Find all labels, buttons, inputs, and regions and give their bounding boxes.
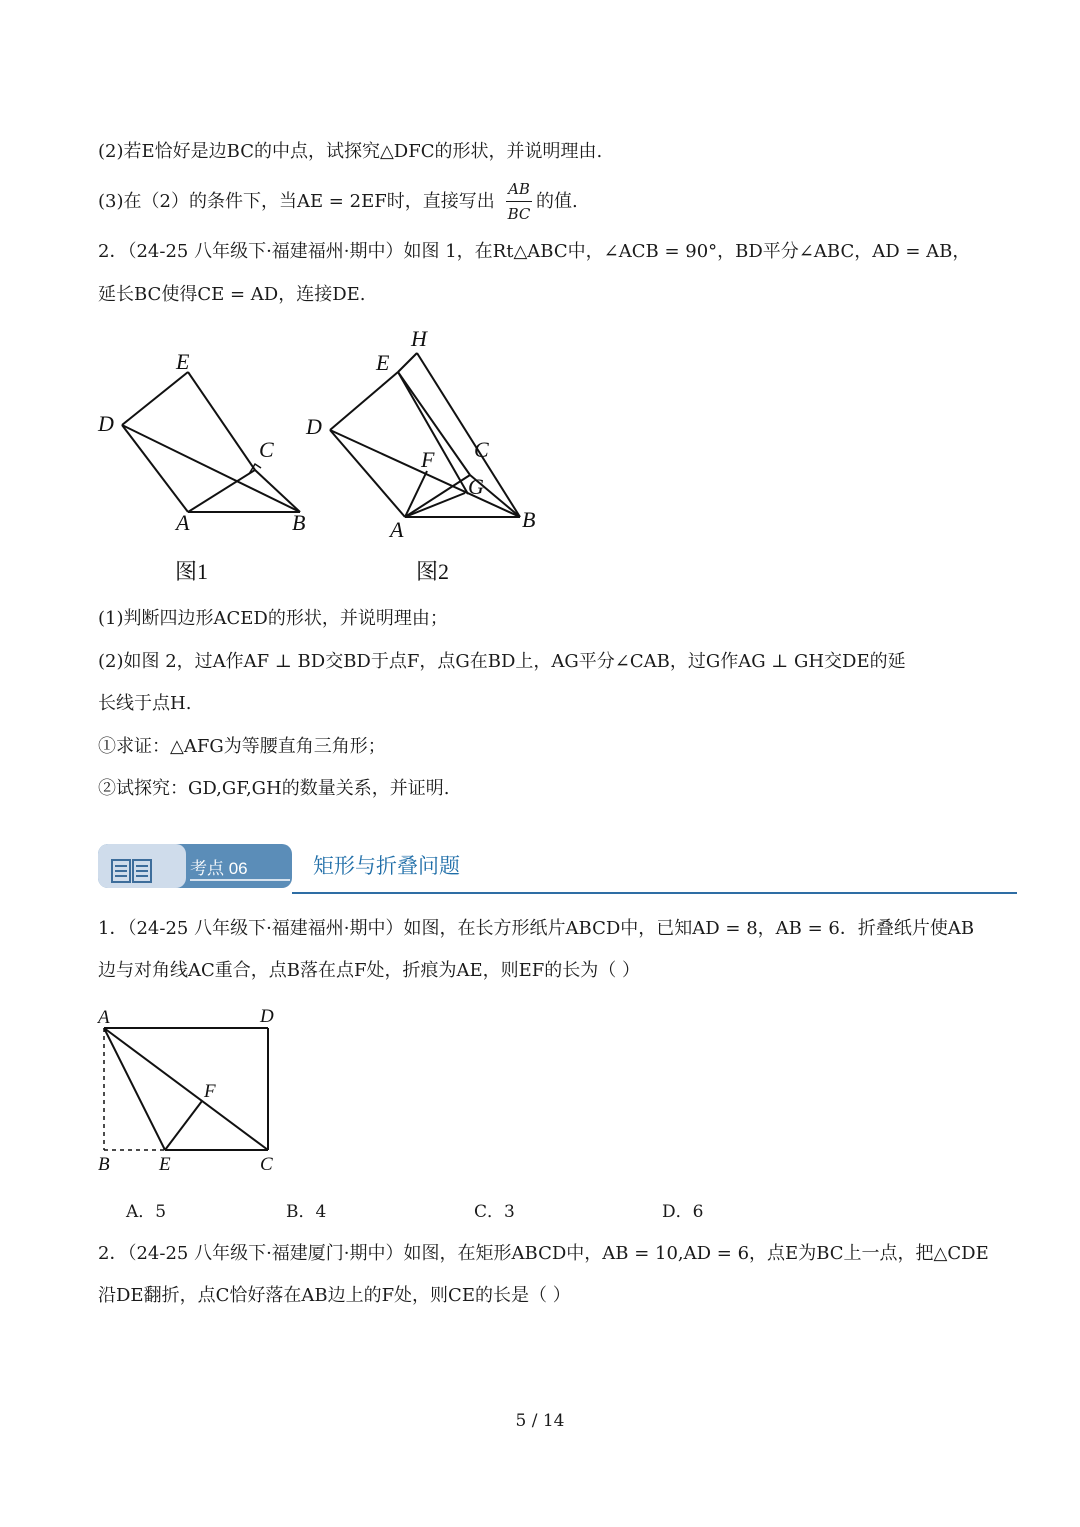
q1-option-b: B．4 (286, 1202, 327, 1222)
fraction-denominator: BC (507, 205, 531, 223)
figure-2 (330, 353, 520, 517)
subquestion-2-text: (2)若E恰好是边BC的中点，试探究△DFC的形状，并说明理由. (98, 141, 603, 162)
question-1-line2: 边与对角线AC重合，点B落在点F处，折痕为AE，则EF的长为（ ） (98, 960, 640, 981)
fig1-label-C: C (259, 437, 274, 462)
fig2-label-G: G (468, 474, 484, 499)
page-number: 5 / 14 (515, 1411, 565, 1431)
fig1-label-D: D (98, 411, 114, 436)
section-label: 考点 06 (190, 859, 248, 878)
fig2-label-E: E (376, 350, 390, 375)
q1-label-E: E (159, 1154, 171, 1175)
problem-2-sub1: (1)判断四边形ACED的形状，并说明理由； (98, 608, 448, 629)
q1-label-F: F (204, 1081, 216, 1102)
question-1-line1: 1．（24-25 八年级下·福建福州·期中）如图，在长方形纸片ABCD中，已知AD = 8，AB = 6．折叠纸片使AB (98, 918, 975, 939)
problem-2-figures (0, 320, 600, 600)
subquestion-3-suffix: 的值. (536, 191, 578, 212)
fig2-label-H: H (411, 326, 427, 351)
fig2-label-B: B (522, 507, 536, 532)
problem-2-circle2: ②试探究：GD,GF,GH的数量关系，并证明. (98, 778, 450, 799)
subquestion-3-prefix: (3)在（2）的条件下，当AE = 2EF时，直接写出 (98, 191, 495, 212)
problem-2-sub2-line1: (2)如图 2，过A作AF ⊥ BD交BD于点F，点G在BD上，AG平分∠CAB，过G作AG ⊥ GH交DE的延 (98, 651, 906, 672)
problem-2-stem-line2: 延长BC使得CE = AD，连接DE. (98, 284, 366, 305)
fraction-numerator: AB (508, 180, 530, 198)
q1-label-D: D (260, 1006, 274, 1027)
fig2-label-C: C (474, 437, 489, 462)
question-2-line2: 沿DE翻折，点C恰好落在AB边上的F处，则CE的长是（ ） (98, 1285, 571, 1306)
q1-label-C: C (260, 1154, 273, 1175)
question-1-figure (90, 1000, 290, 1180)
fig1-label-E: E (176, 349, 190, 374)
problem-2-stem-line1: 2．（24-25 八年级下·福建福州·期中）如图 1，在Rt△ABC中，∠ACB = 90°，BD平分∠ABC，AD = AB， (98, 241, 971, 262)
fig2-label-A: A (390, 517, 404, 542)
q1-option-a: A．5 (126, 1202, 167, 1222)
fig2-label-D: D (306, 414, 322, 439)
fig1-label-B: B (292, 510, 306, 535)
fig1-caption: 图1 (175, 559, 209, 584)
problem-2-sub2-line2: 长线于点H. (98, 693, 192, 714)
section-title: 矩形与折叠问题 (313, 854, 460, 878)
question-2-line1: 2．（24-25 八年级下·福建厦门·期中）如图，在矩形ABCD中，AB = 10,AD = 6，点E为BC上一点，把△CDE (98, 1243, 989, 1264)
q1-option-c: C．3 (474, 1202, 515, 1222)
q1-option-d: D．6 (662, 1202, 704, 1222)
q1-label-B: B (98, 1154, 110, 1175)
fraction-bar (506, 201, 532, 202)
fig1-label-A: A (176, 510, 190, 535)
fig2-label-F: F (421, 447, 435, 472)
q1-label-A: A (98, 1007, 110, 1028)
problem-2-circle1: ①求证：△AFG为等腰直角三角形； (98, 736, 386, 757)
fig2-caption: 图2 (416, 559, 450, 584)
